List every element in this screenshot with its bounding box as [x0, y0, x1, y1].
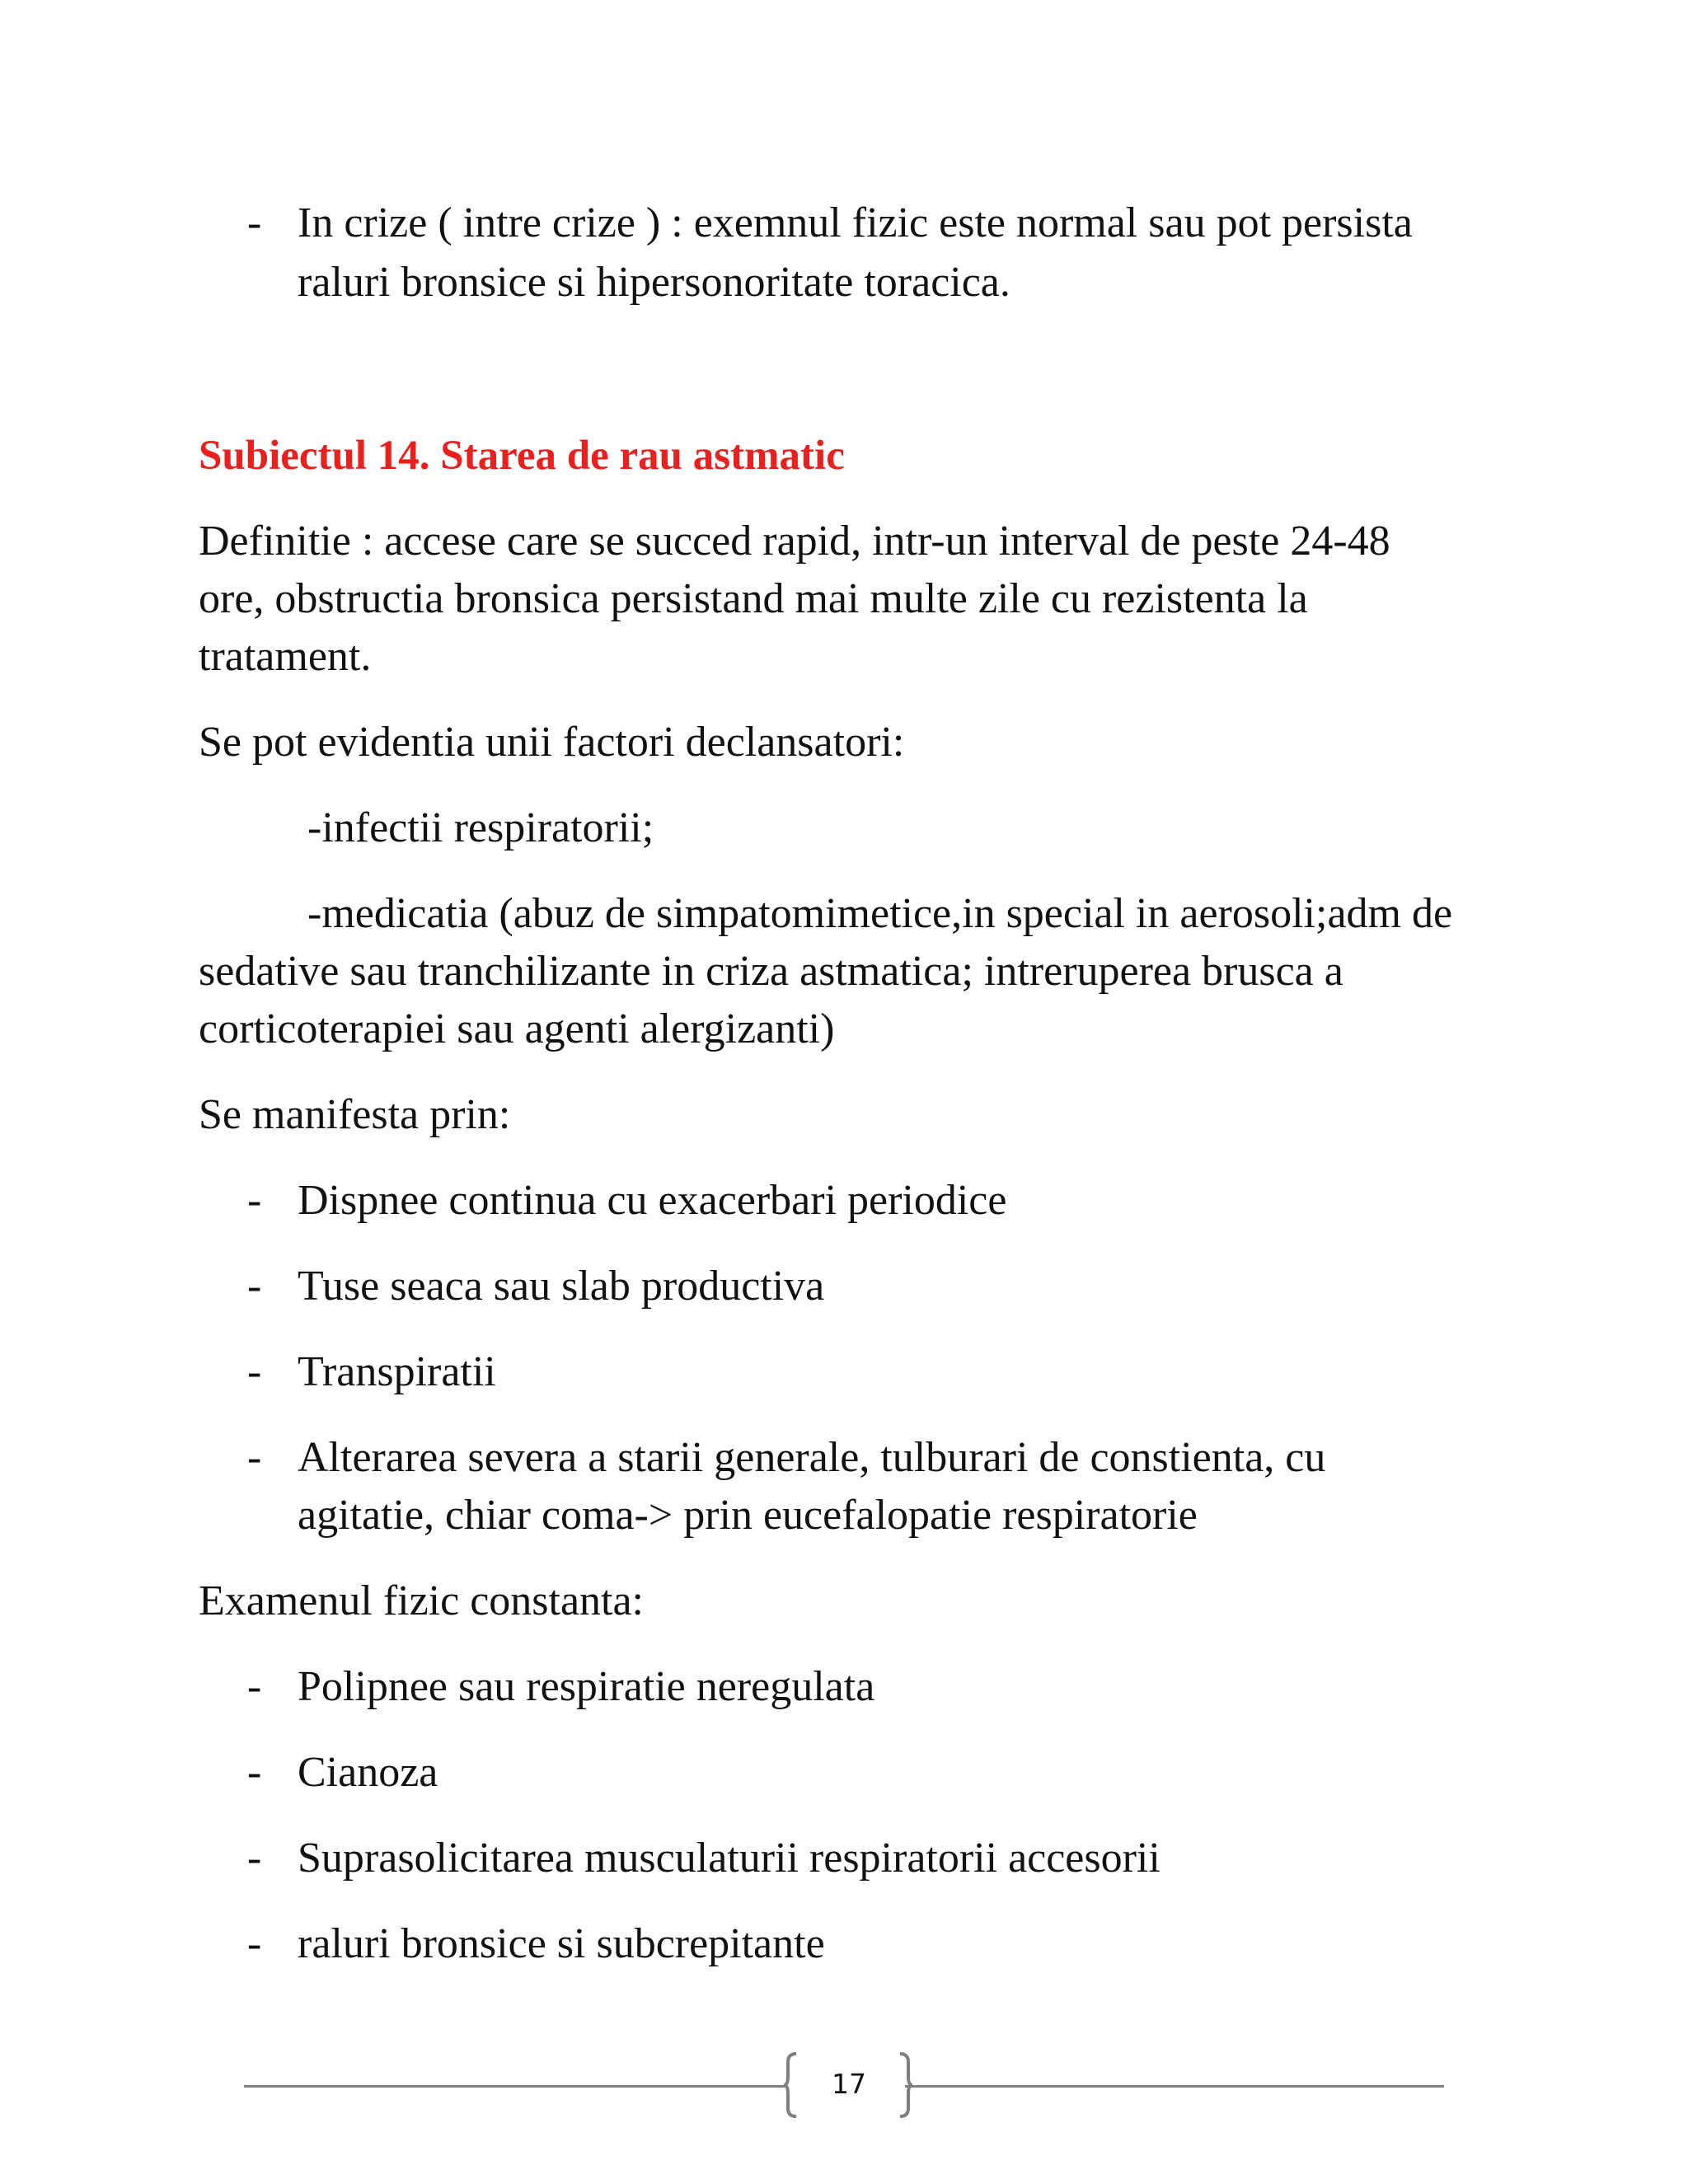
bullet-dash: -	[247, 199, 262, 246]
right-brace-icon	[898, 2052, 913, 2118]
trigger-item-medication-line-2: sedative sau tranchilizante in criza astmatica; intreruperea brusca a	[199, 948, 1343, 995]
definition-line-2: ore, obstructia bronsica persistand mai multe zile cu rezistenta la	[199, 575, 1308, 622]
continuation-bullet-line-2: raluri bronsice si hipersonoritate toracica.	[298, 259, 1010, 306]
manifest-item-cough: Tuse seaca sau slab productiva	[298, 1263, 825, 1310]
manifest-item-sweating: Transpiratii	[298, 1348, 496, 1395]
exam-item-accessory-muscles: Suprasolicitarea musculaturii respiratorii accesorii	[298, 1835, 1160, 1882]
exam-item-polypnea: Polipnee sau respiratie neregulata	[298, 1663, 875, 1710]
bullet-dash: -	[247, 1177, 262, 1224]
bullet-dash: -	[247, 1348, 262, 1395]
triggers-intro: Se pot evidentia unii factori declansatori:	[199, 719, 905, 766]
manifest-item-dyspnea: Dispnee continua cu exacerbari periodice	[298, 1177, 1007, 1224]
bullet-dash: -	[247, 1663, 262, 1710]
definition-line-3: tratament.	[199, 633, 372, 680]
manifest-item-alteration-line-1: Alterarea severa a starii generale, tulburari de constienta, cu	[298, 1434, 1326, 1481]
bullet-dash: -	[247, 1749, 262, 1796]
exam-item-cyanosis: Cianoza	[298, 1749, 438, 1796]
definition-line-1: Definitie : accese care se succed rapid, intr-un interval de peste 24-48	[199, 518, 1390, 565]
footer-rule-right	[905, 2085, 1444, 2088]
continuation-bullet-line-1: In crize ( intre crize ) : exemnul fizic este normal sau pot persista	[298, 199, 1413, 246]
page-number: 17	[832, 2068, 866, 2100]
trigger-item-infections: -infectii respiratorii;	[307, 804, 654, 851]
bullet-dash: -	[247, 1263, 262, 1310]
manifest-intro: Se manifesta prin:	[199, 1091, 511, 1138]
trigger-item-medication-line-3: corticoterapiei sau agenti alergizanti)	[199, 1005, 835, 1052]
left-brace-icon	[783, 2052, 798, 2118]
section-heading: Subiectul 14. Starea de rau astmatic	[199, 433, 845, 479]
bullet-dash: -	[247, 1434, 262, 1481]
bullet-dash: -	[247, 1835, 262, 1882]
footer-rule-left	[244, 2085, 785, 2088]
manifest-item-alteration-line-2: agitatie, chiar coma-> prin eucefalopatie respiratorie	[298, 1492, 1198, 1539]
exam-intro: Examenul fizic constanta:	[199, 1577, 645, 1624]
bullet-dash: -	[247, 1920, 262, 1967]
trigger-item-medication-line-1: -medicatia (abuz de simpatomimetice,in special in aerosoli;adm de	[307, 890, 1453, 937]
exam-item-rales: raluri bronsice si subcrepitante	[298, 1920, 825, 1967]
